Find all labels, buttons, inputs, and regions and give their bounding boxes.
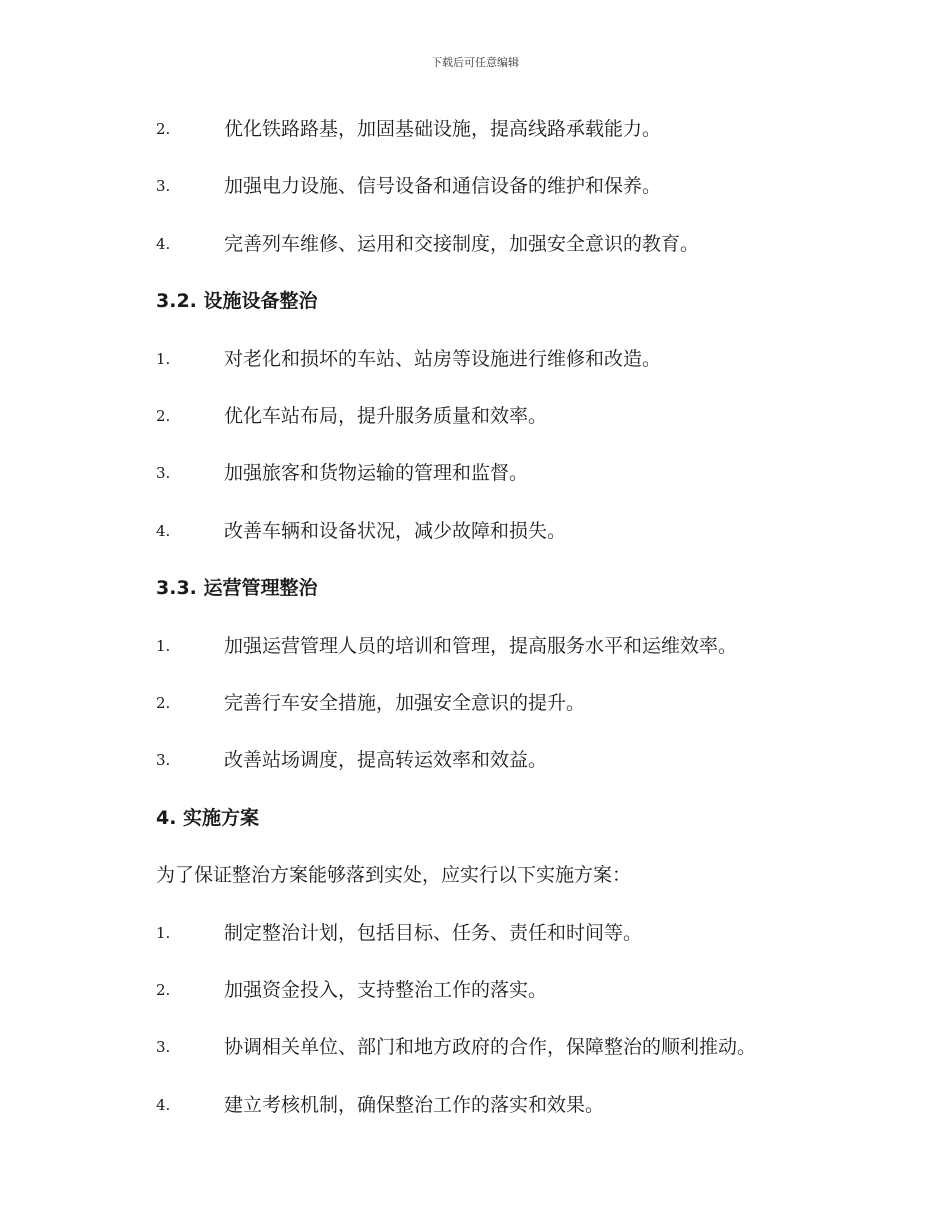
list-item-number: 2. (156, 407, 171, 425)
list-item-number: 2. (156, 120, 171, 138)
list-item-text: 制定整治计划，包括目标、任务、责任和时间等。 (224, 921, 643, 944)
list-item-number: 3. (156, 1038, 171, 1057)
list-item-text: 改善车辆和设备状况，减少故障和损失。 (224, 519, 567, 542)
list-item-text: 优化车站布局，提升服务质量和效率。 (224, 405, 548, 427)
paragraph: 为了保证整治方案能够落到实处，应实行以下实施方案： (156, 864, 632, 887)
list-item-number: 1. (156, 349, 171, 368)
list-item-text: 优化铁路路基，加固基础设施，提高线路承载能力。 (224, 118, 662, 140)
list-item-text: 完善行车安全措施，加强安全意识的提升。 (224, 692, 586, 714)
list-item-number: 4. (156, 1095, 171, 1114)
list-item-text: 协调相关单位、部门和地方政府的合作，保障整治的顺利推动。 (224, 1036, 757, 1059)
list-item-number: 2. (156, 694, 171, 712)
list-item-text: 加强资金投入，支持整治工作的落实。 (224, 979, 548, 1001)
list-item-number: 3. (156, 751, 171, 770)
list-item-text: 加强电力设施、信号设备和通信设备的维护和保养。 (224, 175, 662, 198)
page-header: 下载后可任意编辑 (431, 56, 519, 69)
section-heading: 3.3. 运营管理整治 (156, 577, 318, 600)
list-item-text: 建立考核机制，确保整治工作的落实和效果。 (224, 1093, 605, 1116)
list-item-number: 1. (156, 636, 171, 655)
list-item-number: 3. (156, 464, 171, 483)
list-item-text: 改善站场调度，提高转运效率和效益。 (224, 749, 548, 772)
section-heading: 4. 实施方案 (156, 806, 260, 829)
list-item-text: 加强旅客和货物运输的管理和监督。 (224, 462, 529, 485)
list-item-number: 1. (156, 923, 171, 942)
list-item-text: 加强运营管理人员的培训和管理，提高服务水平和运维效率。 (224, 634, 738, 657)
list-item-text: 对老化和损坏的车站、站房等设施进行维修和改造。 (224, 347, 662, 370)
list-item-number: 4. (156, 234, 171, 253)
list-item-number: 4. (156, 521, 171, 540)
list-item-number: 2. (156, 981, 171, 999)
list-item-number: 3. (156, 177, 171, 196)
list-item-text: 完善列车维修、运用和交接制度，加强安全意识的教育。 (224, 232, 700, 255)
section-heading: 3.2. 设施设备整治 (156, 290, 318, 313)
